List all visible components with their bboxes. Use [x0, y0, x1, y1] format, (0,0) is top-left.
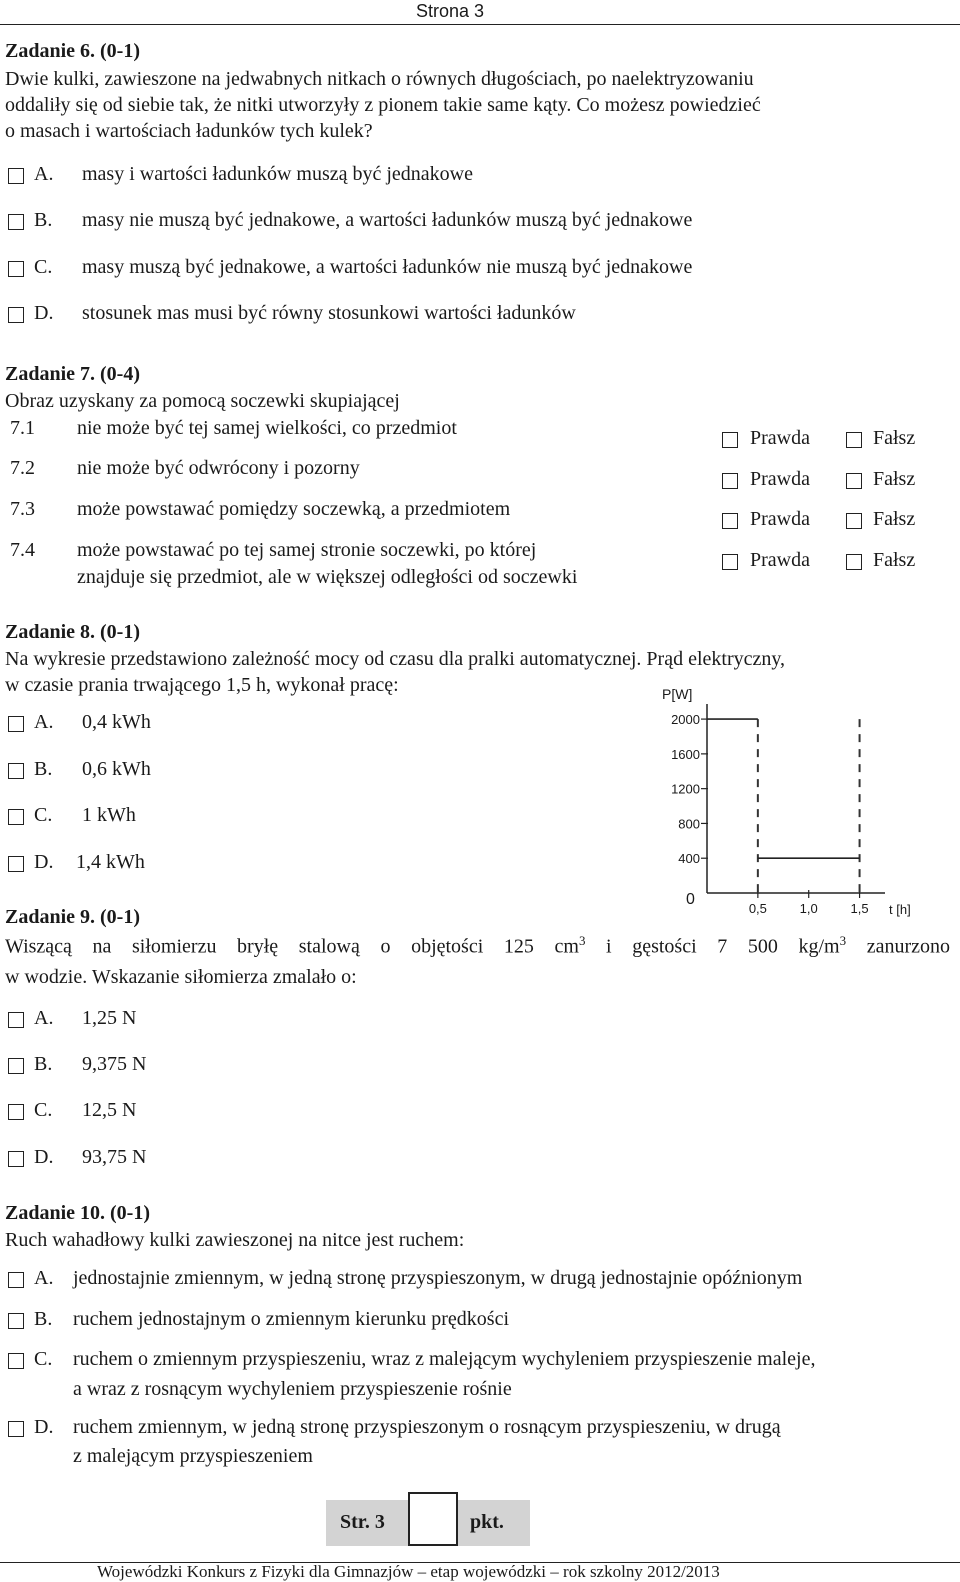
- option-letter: A.: [34, 1007, 54, 1029]
- checkbox[interactable]: [8, 1104, 24, 1120]
- false-checkbox[interactable]: [846, 432, 862, 448]
- option-text: 93,75 N: [82, 1146, 147, 1168]
- true-checkbox[interactable]: [722, 554, 738, 570]
- option-letter: B.: [34, 209, 53, 231]
- true-checkbox[interactable]: [722, 513, 738, 529]
- checkbox[interactable]: [8, 809, 24, 825]
- text: Wiszącą na siłomierzu bryłę stalową o objętości 125 cm: [5, 935, 579, 958]
- option-text: ruchem zmiennym, w jedną stronę przyspieszonym o rosnącym przyspieszeniu, w drugą: [73, 1416, 781, 1438]
- false-checkbox[interactable]: [846, 513, 862, 529]
- option-text: masy muszą być jednakowe, a wartości ładunków nie muszą być jednakowe: [82, 256, 693, 278]
- option-letter: D.: [34, 851, 54, 873]
- option-text: 12,5 N: [82, 1099, 137, 1121]
- task-7-intro: Obraz uzyskany za pomocą soczewki skupiającej: [5, 390, 400, 412]
- option-text: masy i wartości ładunków muszą być jednakowe: [82, 163, 474, 185]
- task-7-item-text: nie może być tej samej wielkości, co przedmiot: [77, 417, 457, 439]
- false-label: Fałsz: [873, 549, 916, 571]
- task-7-item-text: nie może być odwrócony i pozorny: [77, 457, 360, 479]
- option-text: ruchem o zmiennym przyspieszeniu, wraz z malejącym wychyleniem przyspieszenie maleje,: [73, 1348, 816, 1370]
- true-checkbox[interactable]: [722, 432, 738, 448]
- score-box-page-label: Str. 3: [340, 1511, 385, 1533]
- task-7-item-number: 7.2: [10, 457, 35, 479]
- superscript: 3: [578, 933, 586, 948]
- task-9-question-line2: w wodzie. Wskazanie siłomierza zmalało o:: [5, 966, 357, 988]
- task-7-item-number: 7.1: [10, 417, 35, 439]
- task-8-question-line2: w czasie prania trwającego 1,5 h, wykonał pracę:: [5, 674, 399, 696]
- false-checkbox[interactable]: [846, 554, 862, 570]
- x-tick-label: 1,0: [799, 901, 818, 916]
- checkbox[interactable]: [8, 1353, 24, 1369]
- option-text: 0,4 kWh: [82, 711, 151, 733]
- score-box-points-label: pkt.: [470, 1511, 504, 1533]
- text: zanurzono: [846, 935, 950, 958]
- option-text: 1,4 kWh: [76, 851, 145, 873]
- task-9-title: Zadanie 9. (0-1): [5, 906, 140, 928]
- task-6-question-line1: Dwie kulki, zawieszone na jedwabnych nitkach o równych długościach, po naelektryzowaniu: [5, 68, 754, 90]
- checkbox[interactable]: [8, 763, 24, 779]
- option-text: 0,6 kWh: [82, 758, 151, 780]
- task-8-title: Zadanie 8. (0-1): [5, 621, 140, 643]
- page-label: Strona 3: [416, 1, 485, 21]
- true-label: Prawda: [750, 427, 810, 449]
- y-axis-label: P[W]: [662, 686, 693, 702]
- task-7-item-text-continued: znajduje się przedmiot, ale w większej odległości od soczewki: [77, 566, 578, 588]
- option-text: masy nie muszą być jednakowe, a wartości ładunków muszą być jednakowe: [82, 209, 693, 231]
- checkbox[interactable]: [8, 1313, 24, 1329]
- option-letter: C.: [34, 1099, 53, 1121]
- checkbox[interactable]: [8, 261, 24, 277]
- task-7-item-number: 7.4: [10, 539, 35, 561]
- checkbox[interactable]: [8, 716, 24, 732]
- option-letter: A.: [34, 1267, 54, 1289]
- option-text: 9,375 N: [82, 1053, 147, 1075]
- checkbox[interactable]: [8, 307, 24, 323]
- score-input-box[interactable]: [408, 1492, 458, 1546]
- footer-text: Wojewódzki Konkurs z Fizyki dla Gimnazjów – etap wojewódzki – rok szkolny 2012/2013: [97, 1562, 720, 1581]
- y-tick-label: 2000: [671, 712, 700, 728]
- option-letter: D.: [34, 302, 54, 324]
- option-text: jednostajnie zmiennym, w jedną stronę przyspieszonym, w drugą jednostajnie opóźnionym: [73, 1267, 803, 1289]
- origin-label: 0: [686, 891, 695, 908]
- y-tick-label: 1200: [671, 781, 700, 797]
- task-9-question-line1: [5, 933, 950, 959]
- option-text: 1,25 N: [82, 1007, 137, 1029]
- checkbox[interactable]: [8, 1151, 24, 1167]
- option-text: ruchem jednostajnym o zmiennym kierunku prędkości: [73, 1308, 510, 1330]
- true-label: Prawda: [750, 549, 810, 571]
- checkbox[interactable]: [8, 1272, 24, 1288]
- task-6-question-line3: o masach i wartościach ładunków tych kulek?: [5, 120, 373, 142]
- task-7-item-text: może powstawać pomiędzy soczewką, a przedmiotem: [77, 498, 511, 520]
- superscript: 3: [839, 933, 847, 948]
- y-tick-label: 400: [678, 851, 700, 867]
- false-label: Fałsz: [873, 468, 916, 490]
- option-text: 1 kWh: [82, 804, 136, 826]
- option-text: stosunek mas musi być równy stosunkowi wartości ładunków: [82, 302, 576, 324]
- option-letter: B.: [34, 1053, 53, 1075]
- checkbox[interactable]: [8, 214, 24, 230]
- true-label: Prawda: [750, 468, 810, 490]
- false-label: Fałsz: [873, 427, 916, 449]
- task-8-question-line1: Na wykresie przedstawiono zależność mocy od czasu dla pralki automatycznej. Prąd elektryczny,: [5, 648, 786, 670]
- option-text-continued: z malejącym przyspieszeniem: [73, 1445, 313, 1467]
- option-letter: A.: [34, 711, 54, 733]
- option-letter: B.: [34, 1308, 53, 1330]
- option-letter: A.: [34, 163, 54, 185]
- true-checkbox[interactable]: [722, 473, 738, 489]
- checkbox[interactable]: [8, 168, 24, 184]
- task-6-question-line2: oddaliły się od siebie tak, że nitki utworzyły z pionem takie same kąty. Co możesz powiedzieć: [5, 94, 761, 116]
- option-letter: C.: [34, 804, 53, 826]
- false-label: Fałsz: [873, 508, 916, 530]
- checkbox[interactable]: [8, 1058, 24, 1074]
- option-letter: C.: [34, 1348, 53, 1370]
- option-text-continued: a wraz z rosnącym wychyleniem przyspieszenie rośnie: [73, 1378, 512, 1400]
- task-7-title: Zadanie 7. (0-4): [5, 363, 140, 385]
- option-letter: D.: [34, 1146, 54, 1168]
- checkbox[interactable]: [8, 1421, 24, 1437]
- task-10-intro: Ruch wahadłowy kulki zawieszonej na nitce jest ruchem:: [5, 1229, 465, 1251]
- false-checkbox[interactable]: [846, 473, 862, 489]
- task-10-title: Zadanie 10. (0-1): [5, 1202, 150, 1224]
- option-letter: C.: [34, 256, 53, 278]
- x-tick-label: 0,5: [748, 901, 767, 916]
- checkbox[interactable]: [8, 856, 24, 872]
- header-divider: [0, 24, 960, 25]
- power-time-chart: [650, 682, 940, 922]
- true-label: Prawda: [750, 508, 810, 530]
- x-tick-label: 1,5: [850, 901, 869, 916]
- option-letter: D.: [34, 1416, 54, 1438]
- task-7-item-number: 7.3: [10, 498, 35, 520]
- option-letter: B.: [34, 758, 53, 780]
- text: i gęstości 7 500 kg/m: [585, 935, 840, 958]
- y-tick-label: 800: [678, 816, 700, 832]
- task-6-title: Zadanie 6. (0-1): [5, 40, 140, 62]
- x-axis-label: t [h]: [889, 902, 911, 917]
- checkbox[interactable]: [8, 1012, 24, 1028]
- y-tick-label: 1600: [671, 746, 700, 762]
- task-7-item-text: może powstawać po tej samej stronie soczewki, po której: [77, 539, 537, 561]
